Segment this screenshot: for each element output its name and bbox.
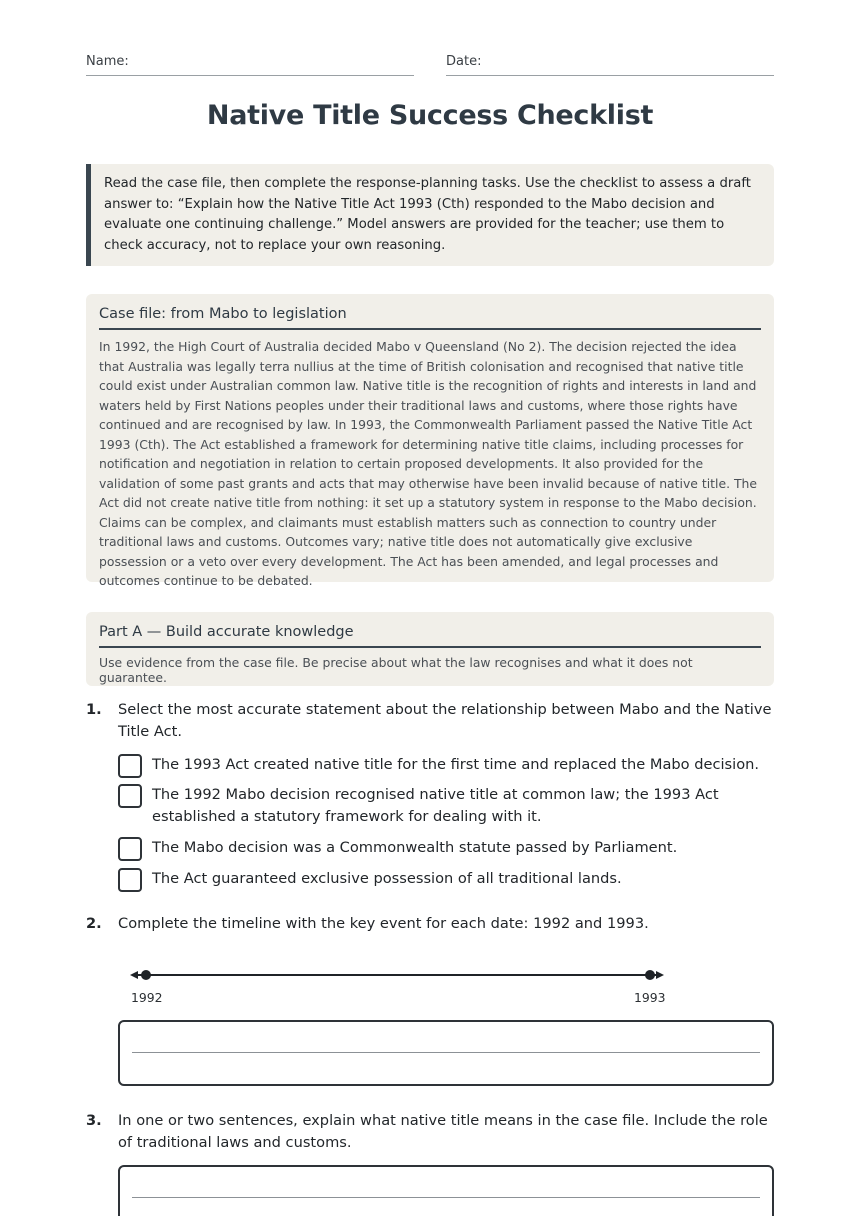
question-1 (86, 699, 774, 743)
option-d[interactable] (118, 868, 774, 890)
page-title: Native Title Success Checklist (206, 100, 654, 131)
timeline-axis (118, 962, 678, 992)
part-a-note: Use evidence from the case file. Be precise about what the law recognises and what it does not guarantee. (99, 655, 693, 685)
timeline-point-1992 (141, 970, 151, 980)
question-3 (86, 1110, 774, 1154)
timeline (118, 962, 678, 1012)
checkbox[interactable] (118, 754, 142, 778)
name-field[interactable] (86, 52, 414, 76)
question-number: 2. (86, 915, 102, 932)
part-a-panel (86, 612, 774, 686)
answer-line (132, 1052, 760, 1053)
case-file-panel (86, 294, 774, 588)
part-a-heading: Part A — Build accurate knowledge (99, 624, 761, 648)
option-label: The Act guaranteed exclusive possession of all traditional lands. (152, 870, 622, 887)
answer-box-3[interactable] (118, 1165, 774, 1216)
option-label: The 1992 Mabo decision recognised native title at common law; the 1993 Act established a statutory framework for dealing with it. (152, 786, 719, 825)
name-date-row (86, 52, 774, 76)
question-number: 1. (86, 701, 102, 718)
option-b[interactable] (118, 784, 774, 828)
name-label: Name: (86, 54, 129, 69)
checkbox[interactable] (118, 837, 142, 861)
question-text: In one or two sentences, explain what native title means in the case file. Include the role of traditional laws and customs. (118, 1112, 768, 1151)
question-text: Complete the timeline with the key event for each date: 1992 and 1993. (118, 915, 649, 932)
timeline-arrow-left (130, 971, 138, 979)
option-c[interactable] (118, 837, 774, 859)
instructions-callout: Read the case file, then complete the response-planning tasks. Use the checklist to assess a draft answer to: “Explain how the Native Title Act 1993 (Cth) responded to the Mabo decision and evaluate one continuing challenge.” Model answers are provided for the teacher; use them to check accuracy, not to replace your own reasoning. (86, 164, 774, 266)
checkbox[interactable] (118, 868, 142, 892)
date-field[interactable] (446, 52, 774, 76)
answer-box-2[interactable] (118, 1020, 774, 1086)
question-text: Select the most accurate statement about the relationship between Mabo and the Native Title Act. (118, 701, 772, 740)
timeline-label-1992: 1992 (131, 990, 163, 1005)
case-file-heading: Case file: from Mabo to legislation (99, 306, 761, 330)
case-file-body: In 1992, the High Court of Australia decided Mabo v Queensland (No 2). The decision rejected the idea that Australia was legally terra nullius at the time of British colonisation and recognised that native title could exist under Australian common law. Native title is the recognition of rights and interests in land and waters held by First Nations peoples under their traditional laws and customs, where those rights have continued and are recognised by law. In 1993, the Commonwealth Parliament passed the Native Title Act 1993 (Cth). The Act established a framework for determining native title claims, including processes for notification and negotiation in relation to certain proposed developments. It also provided for the validation of some past grants and acts that may otherwise have been invalid because of native title. The Act did not create native title from nothing: it set up a statutory system in response to the Mabo decision. Claims can be complex, and claimants must establish matters such as connection to country under traditional laws and customs. Outcomes vary; native title does not automatically give exclusive possession or a veto over every development. The Act has been amended, and legal processes and outcomes continue to be debated. (99, 339, 757, 588)
timeline-point-1993 (645, 970, 655, 980)
answer-line (132, 1197, 760, 1198)
question-2 (86, 913, 774, 935)
option-label: The 1993 Act created native title for the first time and replaced the Mabo decision. (152, 756, 760, 773)
checkbox[interactable] (118, 784, 142, 808)
timeline-arrow-right (656, 971, 664, 979)
option-label: The Mabo decision was a Commonwealth statute passed by Parliament. (152, 839, 678, 856)
timeline-label-1993: 1993 (634, 990, 666, 1005)
date-label: Date: (446, 54, 482, 69)
option-a[interactable] (118, 754, 774, 776)
question-number: 3. (86, 1112, 102, 1129)
